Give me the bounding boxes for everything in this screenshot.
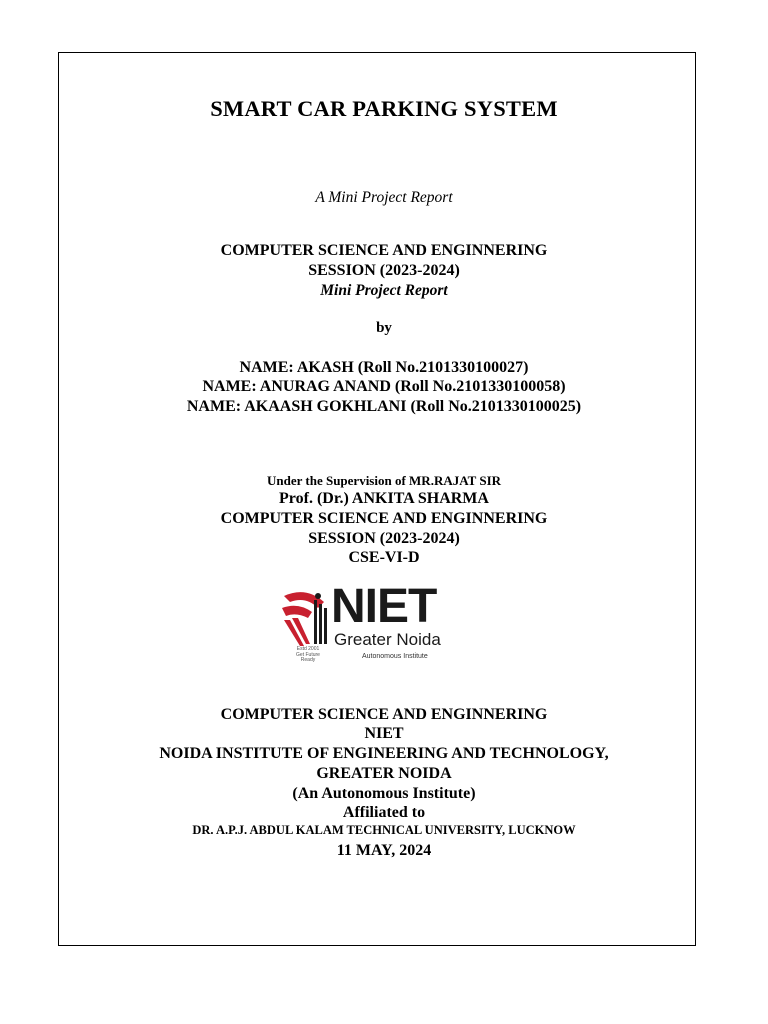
professor-name: Prof. (Dr.) ANKITA SHARMA (279, 490, 489, 507)
logo-wordmark: NIET (331, 580, 437, 633)
session-line: SESSION (2023-2024) (308, 262, 460, 279)
footer-university: DR. A.P.J. ABDUL KALAM TECHNICAL UNIVERSITY, LUCKNOW (192, 823, 576, 837)
footer-date: 11 MAY, 2024 (336, 842, 432, 859)
logo-motto: Get Future Ready (296, 651, 320, 663)
report-subtitle: A Mini Project Report (315, 189, 453, 206)
footer-city: GREATER NOIDA (316, 765, 452, 782)
footer-affiliation: Affiliated to (342, 804, 426, 821)
logo-tagline: Autonomous Institute (362, 653, 428, 660)
supervision-line: Under the Supervision of MR.RAJAT SIR (266, 473, 502, 488)
footer-institute: NOIDA INSTITUTE OF ENGINEERING AND TECHNOLOGY, (159, 745, 609, 762)
logo-place: Greater Noida (334, 630, 441, 649)
section-line: CSE-VI-D (348, 549, 420, 566)
student-name-2: NAME: ANURAG ANAND (Roll No.2101330100058) (202, 378, 566, 395)
footer-status: (An Autonomous Institute) (292, 785, 476, 802)
student-name-3: NAME: AKAASH GOKHLANI (Roll No.2101330100025) (186, 398, 582, 415)
niet-emblem-icon (278, 588, 334, 652)
logo-est (292, 647, 324, 664)
footer-department: COMPUTER SCIENCE AND ENGINNERING (220, 706, 548, 723)
session-line-2: SESSION (2023-2024) (308, 530, 460, 547)
report-title: SMART CAR PARKING SYSTEM (210, 96, 558, 121)
department-line-2: COMPUTER SCIENCE AND ENGINNERING (220, 510, 548, 527)
logo-est-text: Estd 2001 (296, 646, 320, 652)
student-name-1: NAME: AKASH (Roll No.2101330100027) (239, 359, 529, 376)
footer-short-name: NIET (364, 725, 404, 742)
by-label: by (376, 320, 392, 336)
report-type: Mini Project Report (320, 282, 448, 299)
department-line: COMPUTER SCIENCE AND ENGINNERING (220, 242, 548, 259)
niet-logo (276, 580, 462, 668)
